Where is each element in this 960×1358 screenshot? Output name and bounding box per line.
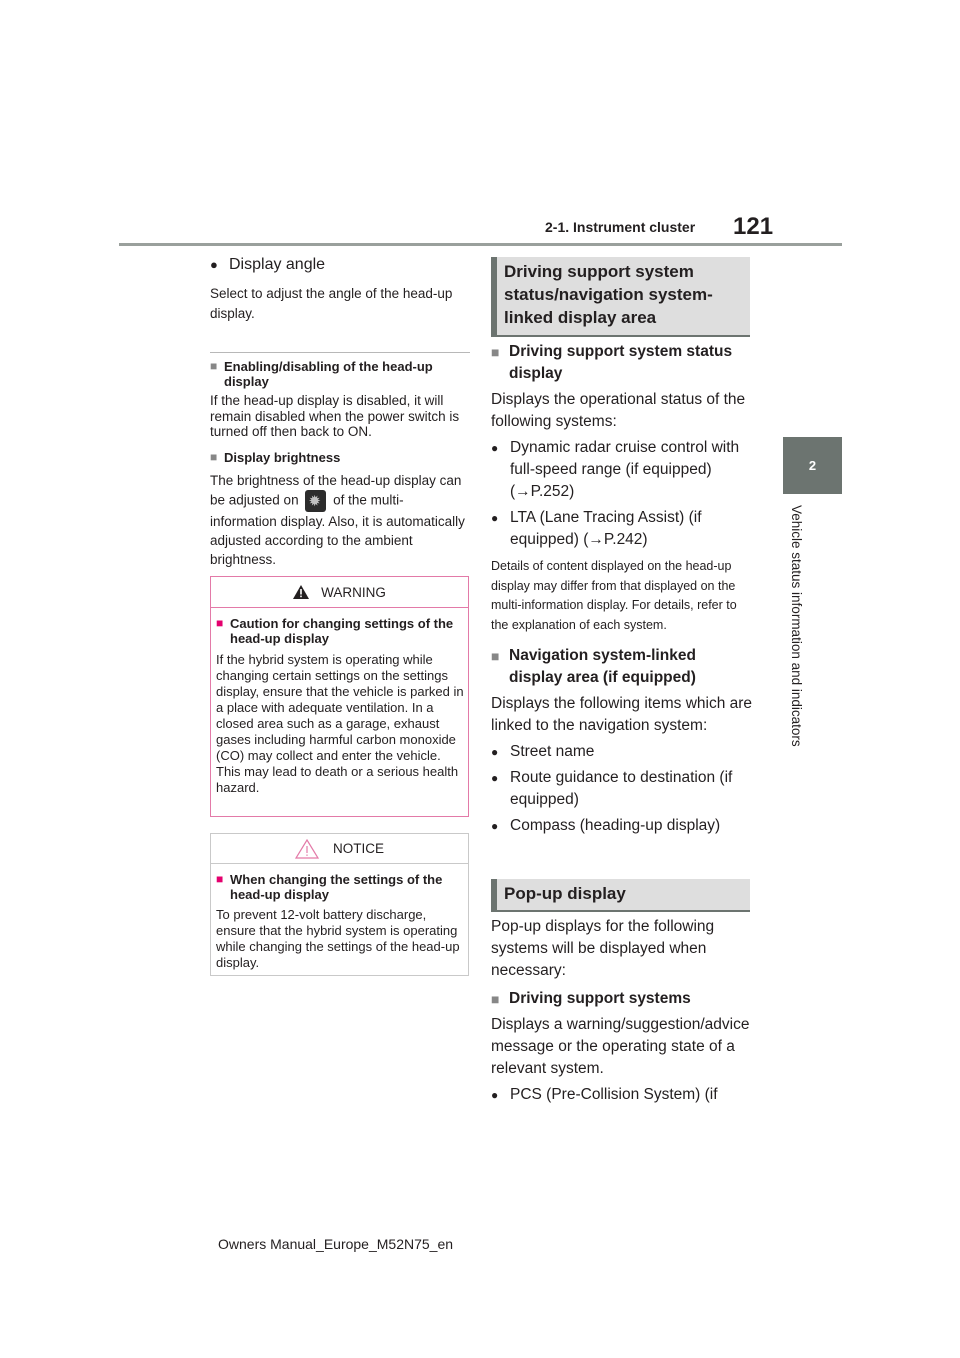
brightness-heading [210, 450, 470, 465]
brightness-title: Display brightness [224, 449, 341, 465]
brightness-text [210, 471, 470, 569]
display-angle-item [210, 254, 470, 276]
bullet-icon: ● [491, 511, 499, 525]
left-column [210, 254, 470, 569]
list-item [491, 1084, 753, 1106]
warning-body [211, 608, 468, 796]
popup-subtitle: Driving support systems [509, 990, 691, 1007]
section-band-driving-support: Driving support system status/navigation system-linked display area [491, 257, 750, 337]
square-bullet-icon: ■ [491, 648, 500, 664]
square-bullet-icon: ■ [210, 359, 218, 373]
notice-heading [216, 872, 464, 902]
notice-label: NOTICE [332, 841, 384, 856]
right-column-upper [491, 341, 753, 837]
display-angle-title: Display angle [229, 256, 326, 273]
square-bullet-icon: ■ [216, 616, 224, 630]
list-item [491, 507, 753, 551]
brightness-text-a: The brightness of the head-up display can be adjusted on [210, 472, 462, 508]
warning-title: Caution for changing settings of the head-up display [230, 616, 454, 646]
page-number: 121 [733, 213, 774, 240]
enabling-heading [210, 359, 470, 389]
navigation-heading [491, 645, 753, 689]
warning-heading [216, 616, 464, 646]
right-column-lower [491, 916, 753, 1106]
list-item [491, 741, 753, 763]
footer-text: Owners Manual_Europe_M52N75_en [218, 1236, 454, 1252]
section-divider [210, 352, 470, 353]
brightness-text-b: of the multi-information display. Also, it is automatically adjusted according to the ambient brightness. [210, 492, 465, 567]
bullet-icon: ● [491, 819, 499, 833]
section-band-popup: Pop-up display [491, 879, 750, 912]
bullet-icon: ● [210, 257, 218, 272]
list-item-text: Compass (heading-up display) [510, 817, 721, 834]
popup-text: Displays a warning/suggestion/advice message or the operating state of a relevant system. [491, 1016, 750, 1077]
gear-icon: ✹ [305, 490, 326, 512]
enabling-text: If the head-up display is disabled, it will remain disabled when the power switch is turned off then back to ON. [210, 393, 460, 439]
warning-text: If the hybrid system is operating while changing certain settings on the settings display, ensure that the vehicle is parked in a place with adequate ventilation. In a closed area such as a garage, exhaust gases including harmful carbon monoxide (CO) may collect and enter the vehicle. This may lead to death or a serious health hazard. [216, 652, 464, 795]
section-title: 2-1. Instrument cluster [545, 219, 696, 235]
notice-text: To prevent 12-volt battery discharge, ensure that the hybrid system is operating while changing the settings of the head-up display. [216, 907, 460, 970]
header-rule [119, 243, 842, 246]
list-item-text: Route guidance to destination (if equipped) [510, 769, 733, 808]
driving-status-heading [491, 341, 753, 385]
chapter-tab [783, 437, 842, 494]
notice-body [211, 864, 468, 971]
driving-status-title: Driving support system status display [509, 343, 733, 382]
list-item-text: PCS (Pre-Collision System) (if [510, 1086, 718, 1103]
enabling-title: Enabling/disabling of the head-up display [224, 359, 433, 389]
notice-title: When changing the settings of the head-up display [230, 872, 443, 902]
warning-header [211, 577, 468, 608]
warning-icon [293, 585, 309, 599]
navigation-title: Navigation system-linked display area (if equipped) [509, 647, 696, 686]
list-item [491, 437, 753, 503]
driving-status-intro: Displays the operational status of the following systems: [491, 391, 746, 430]
display-angle-text: Select to adjust the angle of the head-up display. [210, 286, 453, 321]
chapter-number: 2 [808, 458, 817, 473]
popup-intro: Pop-up displays for the following systems will be displayed when necessary: [491, 918, 715, 979]
square-bullet-icon: ■ [491, 991, 500, 1007]
popup-subheading [491, 988, 753, 1010]
driving-status-note: Details of content displayed on the head-up display may differ from that displayed on the multi-information display. For details, refer to the explanation of each system. [491, 559, 737, 632]
warning-box [210, 576, 469, 817]
warning-label: WARNING [321, 584, 386, 600]
notice-header [211, 834, 468, 864]
list-item-text: Street name [510, 743, 595, 760]
list-item [491, 767, 753, 811]
bullet-icon: ● [491, 771, 499, 785]
square-bullet-icon: ■ [491, 344, 500, 360]
square-bullet-icon: ■ [210, 449, 218, 464]
bullet-icon: ● [491, 745, 499, 759]
bullet-icon: ● [491, 441, 499, 455]
chapter-title: Vehicle status information and indicators [789, 505, 804, 747]
square-bullet-icon: ■ [216, 872, 224, 886]
notice-box [210, 833, 469, 976]
bullet-icon: ● [491, 1088, 499, 1102]
list-item-text: Dynamic radar cruise control with full-speed range (if equipped) (→P.252) [510, 439, 740, 500]
list-item [491, 815, 753, 837]
caution-icon [295, 839, 319, 859]
list-item-text: LTA (Lane Tracing Assist) (if equipped) (→P.242) [510, 509, 702, 548]
navigation-intro: Displays the following items which are linked to the navigation system: [491, 695, 753, 734]
